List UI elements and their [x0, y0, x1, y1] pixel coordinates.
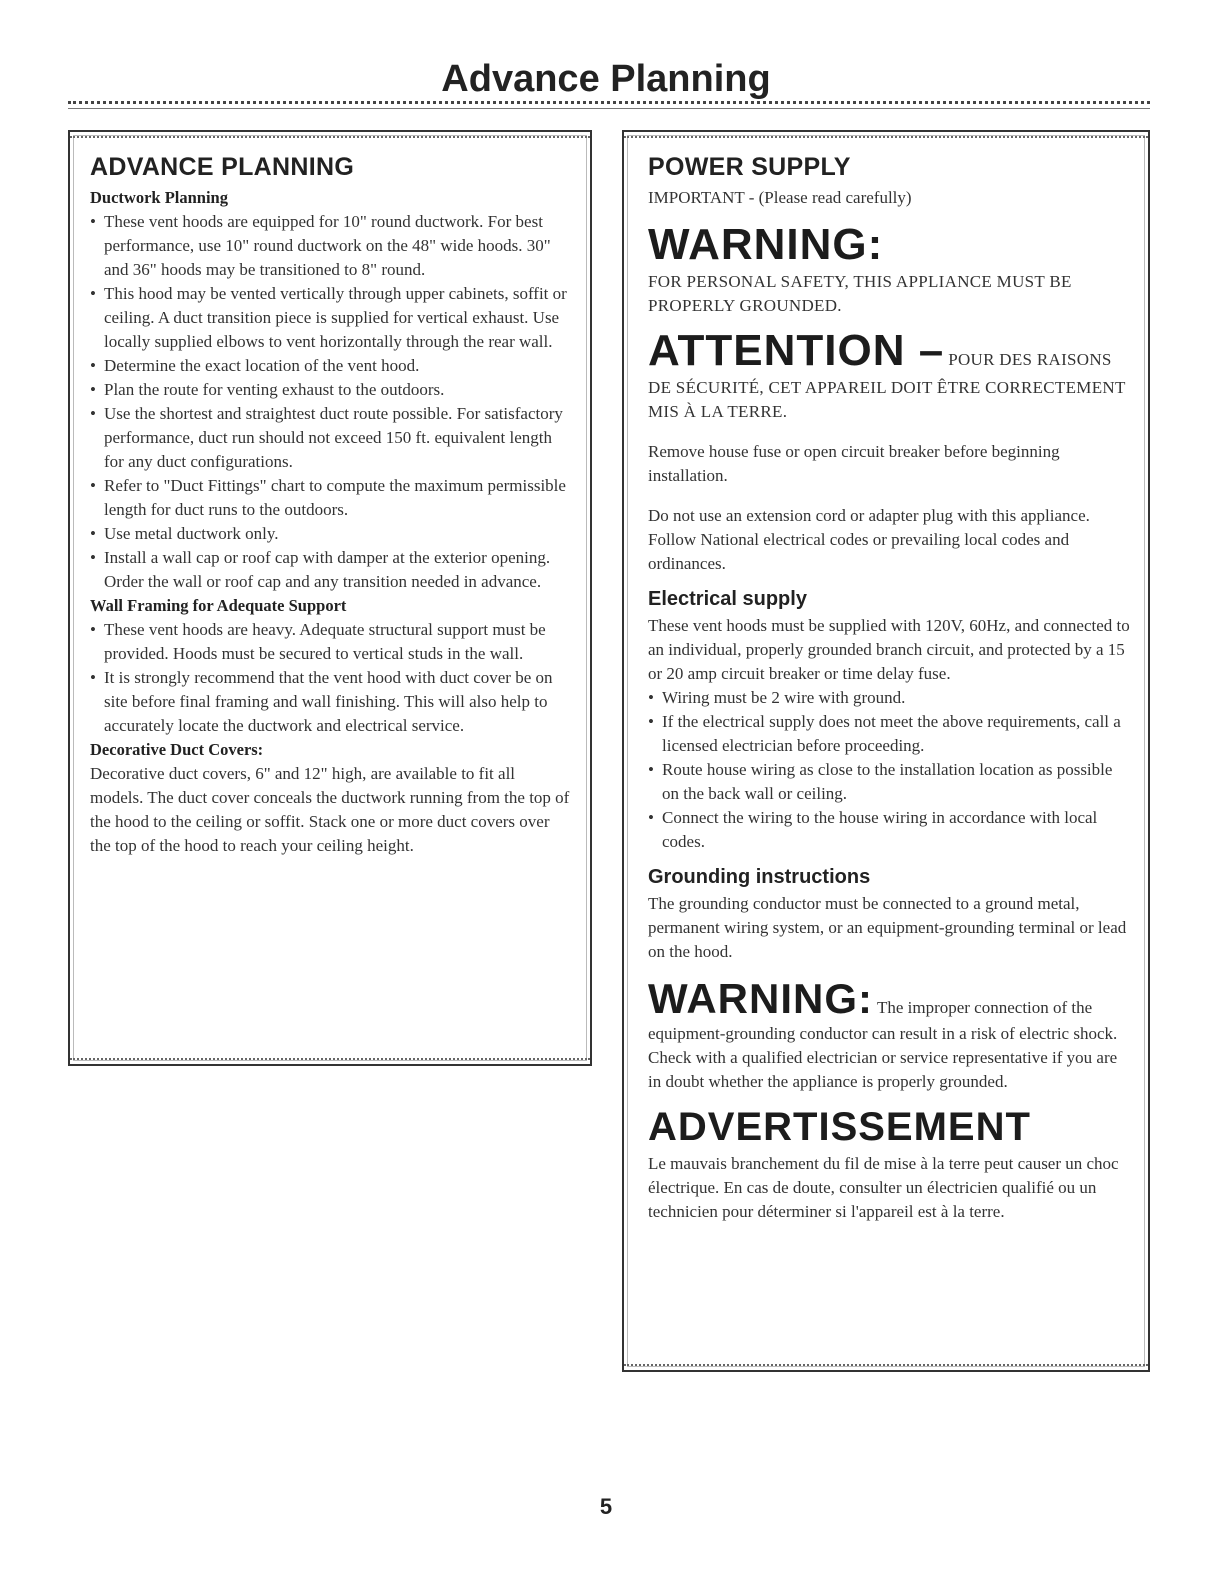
attention-block: [648, 326, 1130, 376]
warning-block-2: [648, 976, 1130, 1094]
important-note: IMPORTANT - (Please read carefully): [648, 188, 912, 207]
advance-planning-box: [68, 130, 592, 1066]
page-title: Advance Planning: [441, 58, 771, 100]
electrical-list: [648, 686, 1130, 854]
duct-covers-text: Decorative duct covers, 6" and 12" high, are available to fit all models. The duct cover conceals the ductwork running from the top of the hood to the ceiling or soffit. Stack one or more duct covers over the top of the hood to reach your ceiling height.: [90, 764, 570, 855]
power-supply-heading: POWER SUPPLY: [648, 153, 851, 181]
list-item: • Use metal ductwork only.: [90, 522, 572, 546]
list-item: • Connect the wiring to the house wiring in accordance with local codes.: [648, 806, 1130, 854]
list-item: • Install a wall cap or roof cap with damper at the exterior opening. Order the wall or roof cap and any transition needed in advance.: [90, 546, 572, 594]
attention-title: ATTENTION –: [648, 326, 945, 375]
list-item: • It is strongly recommend that the vent hood with duct cover be on site before final framing and wall finishing. This will also help to accurately locate the ductwork and electrical service.: [90, 666, 572, 738]
list-item: • Route house wiring as close to the installation location as possible on the back wall or ceiling.: [648, 758, 1130, 806]
electrical-supply-title: Electrical supply: [648, 588, 807, 610]
warning-title: WARNING:: [648, 220, 884, 269]
list-item: • These vent hoods are heavy. Adequate structural support must be provided. Hoods must be secured to vertical studs in the wall.: [90, 618, 572, 666]
ductwork-list: [90, 210, 572, 594]
list-item: • Use the shortest and straightest duct route possible. For satisfactory performance, duct run should not exceed 150 ft. equivalent length for any duct configurations.: [90, 402, 572, 474]
wall-framing-title: Wall Framing for Adequate Support: [90, 596, 347, 615]
no-extension-text: Do not use an extension cord or adapter plug with this appliance. Follow National electrical codes or prevailing local codes and ordinances.: [648, 506, 1090, 573]
list-item: • Plan the route for venting exhaust to the outdoors.: [90, 378, 572, 402]
warning-text-2: The improper connection of the equipment-grounding conductor can result in a risk of electric shock. Check with a qualified electrician or service representative if you are in doubt whether the appliance is properly grounded.: [648, 998, 1118, 1091]
attention-lead: POUR DES RAISONS: [948, 350, 1112, 369]
power-supply-box: [622, 130, 1150, 1372]
grounding-title: Grounding instructions: [648, 866, 871, 888]
ductwork-planning-title: Ductwork Planning: [90, 188, 228, 207]
grounding-text: The grounding conductor must be connected to a ground metal, permanent wiring system, or an equipment-grounding terminal or lead on the hood.: [648, 894, 1127, 961]
advertissement-title: ADVERTISSEMENT: [648, 1105, 1031, 1149]
attention-text: DE SÉCURITÉ, CET APPAREIL DOIT ÊTRE CORRECTEMENT MIS À LA TERRE.: [648, 378, 1126, 421]
remove-fuse-text: Remove house fuse or open circuit breaker before beginning installation.: [648, 442, 1060, 485]
list-item: • Refer to "Duct Fittings" chart to compute the maximum permissible length for duct runs to the outdoors.: [90, 474, 572, 522]
electrical-supply-text: These vent hoods must be supplied with 120V, 60Hz, and connected to an individual, properly grounded branch circuit, and protected by a 15 or 20 amp circuit breaker or time delay fuse.: [648, 616, 1130, 683]
advance-planning-heading: ADVANCE PLANNING: [90, 153, 355, 181]
warning-text: FOR PERSONAL SAFETY, THIS APPLIANCE MUST BE PROPERLY GROUNDED.: [648, 272, 1072, 315]
page-number: 5: [599, 1494, 613, 1519]
framing-list: [90, 618, 572, 738]
list-item: • If the electrical supply does not meet the above requirements, call a licensed electrician before proceeding.: [648, 710, 1130, 758]
duct-covers-title: Decorative Duct Covers:: [90, 740, 264, 759]
list-item: • Wiring must be 2 wire with ground.: [648, 686, 1130, 710]
list-item: • Determine the exact location of the vent hood.: [90, 354, 572, 378]
advertissement-text: Le mauvais branchement du fil de mise à la terre peut causer un choc électrique. En cas de doute, consulter un électricien qualifié ou un technicien pour déterminer si l'appareil est à la terre.: [648, 1154, 1119, 1221]
title-rule: [68, 101, 1150, 109]
list-item: • These vent hoods are equipped for 10" round ductwork. For best performance, use 10" round ductwork on the 48" wide hoods. 30" and 36" hoods may be transitioned to 8" round.: [90, 210, 572, 282]
warning-title-2: WARNING:: [648, 975, 873, 1022]
list-item: • This hood may be vented vertically through upper cabinets, soffit or ceiling. A duct transition piece is supplied for vertical exhaust. Use locally supplied elbows to vent horizontally through the rear wall.: [90, 282, 572, 354]
